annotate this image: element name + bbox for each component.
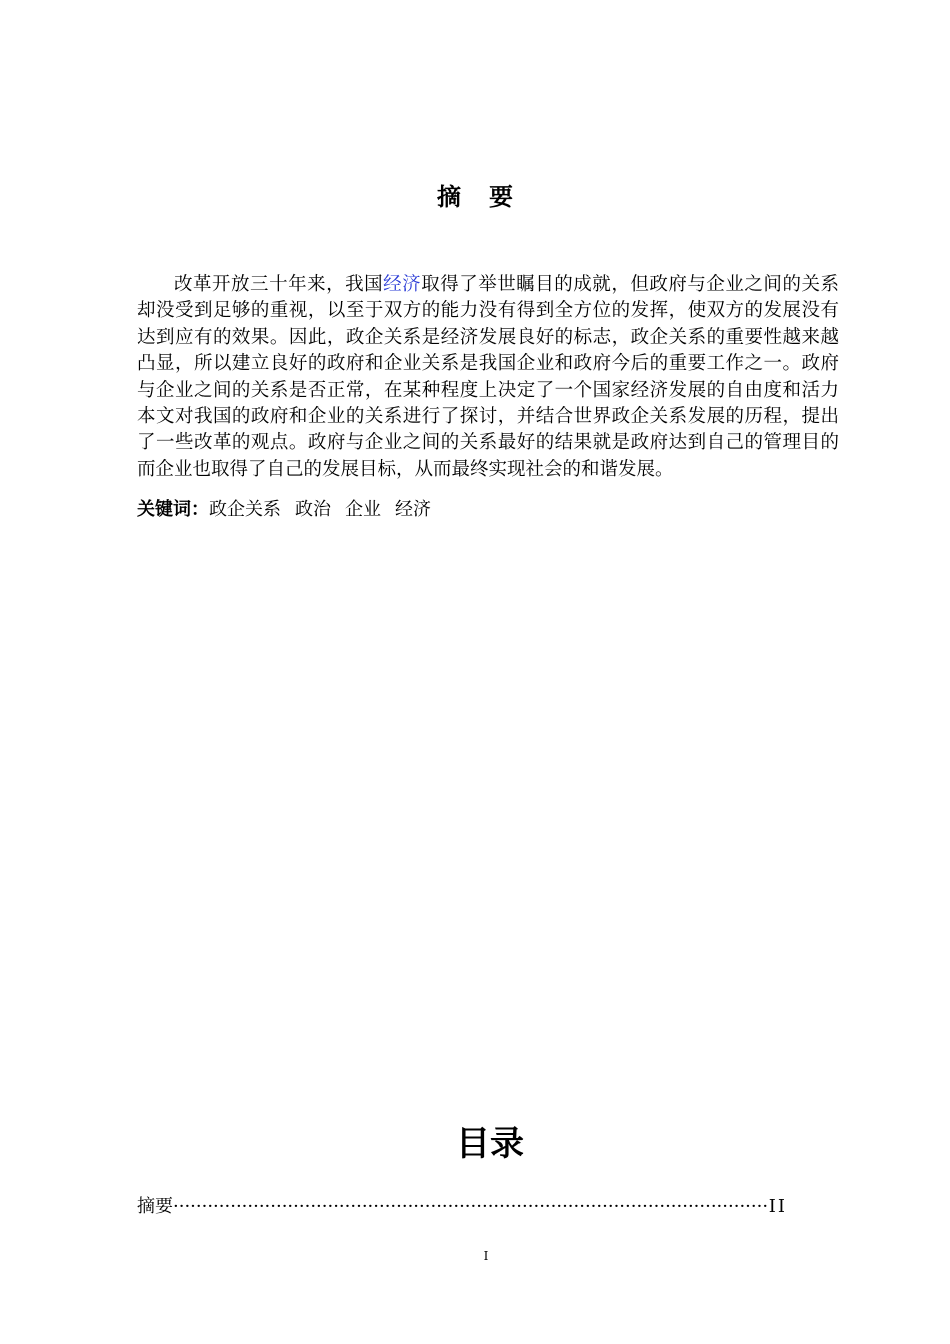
keyword-item: 政企关系 — [209, 499, 281, 520]
toc-entry-label: 摘要 — [137, 1196, 173, 1217]
abstract-text-start: 改革开放三十年来，我国 — [174, 274, 384, 295]
toc-entry-page: II — [768, 1196, 787, 1217]
keywords-line — [137, 497, 445, 523]
toc-title: 目录 — [456, 1124, 524, 1164]
keyword-item: 经济 — [395, 499, 431, 520]
abstract-body — [137, 272, 839, 483]
page-number: I — [483, 1249, 489, 1263]
keyword-item: 企业 — [345, 499, 381, 520]
abstract-text-rest: 取得了举世瞩目的成就，但政府与企业之间的关系却没受到足够的重视，以至于双方的能力没有得到全方位的发挥，使双方的发展没有达到应有的效果。因此，政企关系是经济发展良好的标志，政企关系的重要性越来越凸显，所以建立良好的政府和企业关系是我国企业和政府今后的重要工作之一。政府与企业之间的关系是否正常，在某种程度上决定了一个国家经济发展的自由度和活力本文对我国的政府和企业的关系进行了探讨，并结合世界政企关系发展的历程，提出了一些改革的观点。政府与企业之间的关系最好的结果就是政府达到自己的管理目的而企业也取得了自己的发展目标，从而最终实现社会的和谐发展。 — [137, 274, 839, 480]
economy-link[interactable]: 经济 — [383, 274, 422, 295]
keyword-item: 政治 — [295, 499, 331, 520]
abstract-title: 摘要 — [437, 183, 541, 211]
toc-entry-abstract[interactable] — [137, 1194, 787, 1220]
keywords-label: 关键词： — [137, 499, 209, 520]
abstract-paragraph — [137, 272, 839, 483]
toc-dot-leader — [173, 1194, 769, 1220]
